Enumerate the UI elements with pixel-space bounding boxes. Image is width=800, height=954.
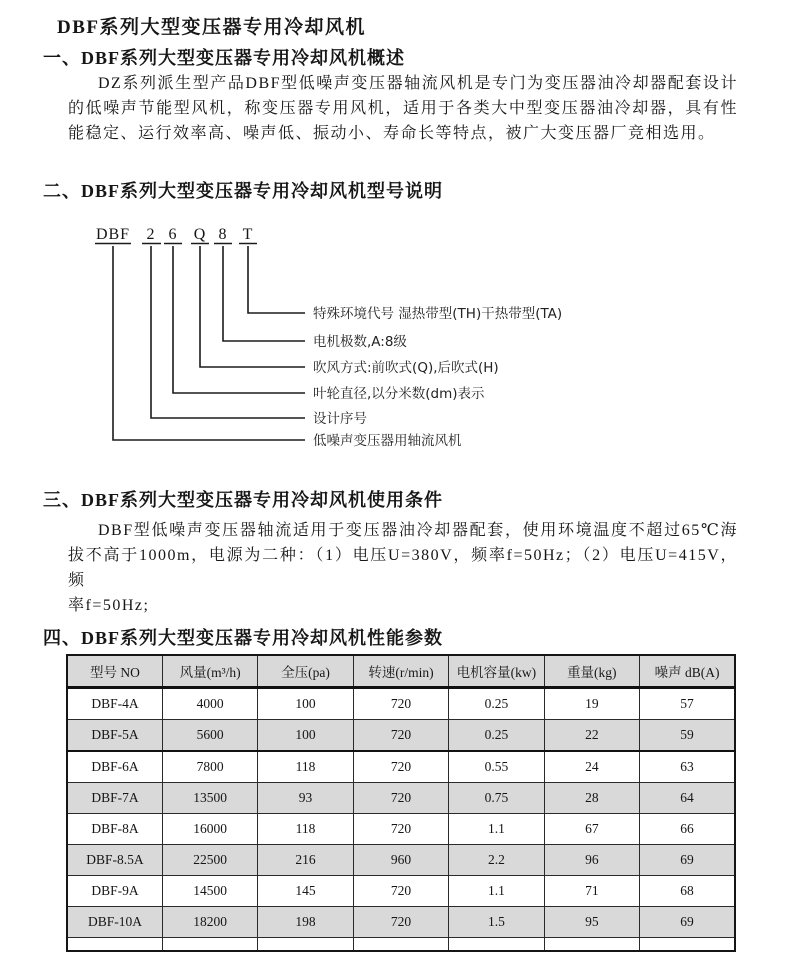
- table-cell: 14500: [162, 876, 257, 907]
- model-label: 特殊环境代号 湿热带型(TH)干热带型(TA): [313, 306, 563, 322]
- table-cell: 95: [544, 907, 639, 938]
- section4-heading: 四、DBF系列大型变压器专用冷却风机性能参数: [43, 628, 443, 648]
- table-cell: 720: [353, 876, 448, 907]
- model-code-segment: Q: [193, 226, 207, 243]
- table-body: [67, 688, 735, 952]
- table-cell: DBF-8A: [67, 814, 162, 845]
- table-cell: [162, 938, 257, 952]
- table-cell: 0.75: [449, 783, 544, 814]
- model-label: 低噪声变压器用轴流风机: [313, 433, 462, 449]
- model-code-segment: 8: [218, 226, 228, 243]
- connector-line: [173, 246, 305, 393]
- table-cell: 118: [258, 751, 353, 783]
- table-cell: 7800: [162, 751, 257, 783]
- table-cell: 68: [640, 876, 735, 907]
- table-cell: DBF-4A: [67, 688, 162, 720]
- table-cell: [449, 938, 544, 952]
- table-cell: 1.5: [449, 907, 544, 938]
- table-row: [67, 783, 735, 814]
- table-cell: 720: [353, 907, 448, 938]
- table-cell: [258, 938, 353, 952]
- performance-table: [66, 654, 736, 952]
- table-cell: DBF-9A: [67, 876, 162, 907]
- table-cell: 67: [544, 814, 639, 845]
- table-cell: 24: [544, 751, 639, 783]
- table-row-partial: [67, 938, 735, 952]
- table-row: [67, 876, 735, 907]
- table-header-row: [67, 655, 735, 688]
- table-cell: 59: [640, 720, 735, 752]
- model-label: 设计序号: [313, 411, 367, 427]
- table-row: [67, 751, 735, 783]
- model-label: 吹风方式:前吹式(Q),后吹式(H): [313, 360, 499, 376]
- table-cell: 216: [258, 845, 353, 876]
- paragraph-line: 的低噪声节能型风机，称变压器专用风机，适用于各类大中型变压器油冷却器，具有性: [68, 100, 738, 117]
- section1-heading: 一、DBF系列大型变压器专用冷却风机概述: [43, 48, 405, 68]
- connector-line: [200, 246, 305, 367]
- table-cell: 118: [258, 814, 353, 845]
- table-cell: 69: [640, 907, 735, 938]
- table-cell: 22500: [162, 845, 257, 876]
- table-cell: 1.1: [449, 814, 544, 845]
- table-cell: 100: [258, 688, 353, 720]
- table-header-cell: 电机容量(kw): [449, 655, 544, 688]
- table-cell: 16000: [162, 814, 257, 845]
- table-cell: 57: [640, 688, 735, 720]
- table-header: [67, 655, 735, 688]
- table-cell: 2.2: [449, 845, 544, 876]
- table-cell: [67, 938, 162, 952]
- model-label: 叶轮直径,以分米数(dm)表示: [313, 386, 485, 402]
- section3-paragraph: [68, 518, 738, 618]
- table-header-cell: 全压(pa): [258, 655, 353, 688]
- table-cell: DBF-5A: [67, 720, 162, 752]
- table-cell: 720: [353, 720, 448, 752]
- document-title: DBF系列大型变压器专用冷却风机: [57, 17, 367, 38]
- model-code-segment: T: [242, 226, 254, 243]
- table-row: [67, 720, 735, 752]
- table-cell: 145: [258, 876, 353, 907]
- table-cell: 71: [544, 876, 639, 907]
- table-row: [67, 814, 735, 845]
- model-designation-diagram: [0, 0, 800, 470]
- table-cell: 28: [544, 783, 639, 814]
- table-cell: 198: [258, 907, 353, 938]
- table-cell: DBF-8.5A: [67, 845, 162, 876]
- table-cell: 66: [640, 814, 735, 845]
- table-cell: 1.1: [449, 876, 544, 907]
- table-header-cell: 噪声 dB(A): [640, 655, 735, 688]
- table-cell: DBF-6A: [67, 751, 162, 783]
- table-header-cell: 转速(r/min): [353, 655, 448, 688]
- paragraph-line: 率f=50Hz;: [68, 597, 150, 614]
- table-header-cell: 风量(m³/h): [162, 655, 257, 688]
- table-row: [67, 688, 735, 720]
- table-cell: 69: [640, 845, 735, 876]
- table-header-cell: 型号 NO: [67, 655, 162, 688]
- model-label: 电机极数,A:8级: [313, 334, 407, 350]
- table-cell: 960: [353, 845, 448, 876]
- connector-line: [223, 246, 305, 341]
- model-code-segment: 2: [146, 226, 156, 243]
- paragraph-line: 能稳定、运行效率高、噪声低、振动小、寿命长等特点，被广大变压器厂竞相选用。: [68, 125, 716, 142]
- table-cell: 22: [544, 720, 639, 752]
- table-cell: 0.55: [449, 751, 544, 783]
- model-code-segment: 6: [168, 226, 178, 243]
- section3-heading: 三、DBF系列大型变压器专用冷却风机使用条件: [43, 490, 443, 510]
- paragraph-line: DBF型低噪声变压器轴流适用于变压器油冷却器配套，使用环境温度不超过65℃海: [98, 522, 738, 539]
- table-cell: 720: [353, 814, 448, 845]
- connector-line: [113, 246, 305, 440]
- table-cell: 93: [258, 783, 353, 814]
- table-cell: 19: [544, 688, 639, 720]
- table-cell: [544, 938, 639, 952]
- model-code-segment: DBF: [95, 226, 131, 243]
- table-cell: [640, 938, 735, 952]
- table-row: [67, 907, 735, 938]
- table-cell: 100: [258, 720, 353, 752]
- table-header-cell: 重量(kg): [544, 655, 639, 688]
- paragraph-line: DZ系列派生型产品DBF型低噪声变压器轴流风机是专门为变压器油冷却器配套设计: [98, 75, 738, 92]
- table-cell: 64: [640, 783, 735, 814]
- table-cell: 720: [353, 688, 448, 720]
- table-cell: 63: [640, 751, 735, 783]
- table-cell: 0.25: [449, 688, 544, 720]
- table-cell: 13500: [162, 783, 257, 814]
- table-cell: 18200: [162, 907, 257, 938]
- table-cell: [353, 938, 448, 952]
- connector-line: [248, 246, 305, 313]
- table-cell: 5600: [162, 720, 257, 752]
- table-row: [67, 845, 735, 876]
- paragraph-line: 拔不高于1000m，电源为二种：（1）电压U=380V，频率f=50Hz；（2）电压U=415V，频: [68, 547, 738, 589]
- table-cell: DBF-7A: [67, 783, 162, 814]
- table-cell: 0.25: [449, 720, 544, 752]
- table-cell: 720: [353, 783, 448, 814]
- section2-heading: 二、DBF系列大型变压器专用冷却风机型号说明: [43, 181, 443, 201]
- table-cell: 96: [544, 845, 639, 876]
- table-cell: 720: [353, 751, 448, 783]
- table-cell: DBF-10A: [67, 907, 162, 938]
- table-cell: 4000: [162, 688, 257, 720]
